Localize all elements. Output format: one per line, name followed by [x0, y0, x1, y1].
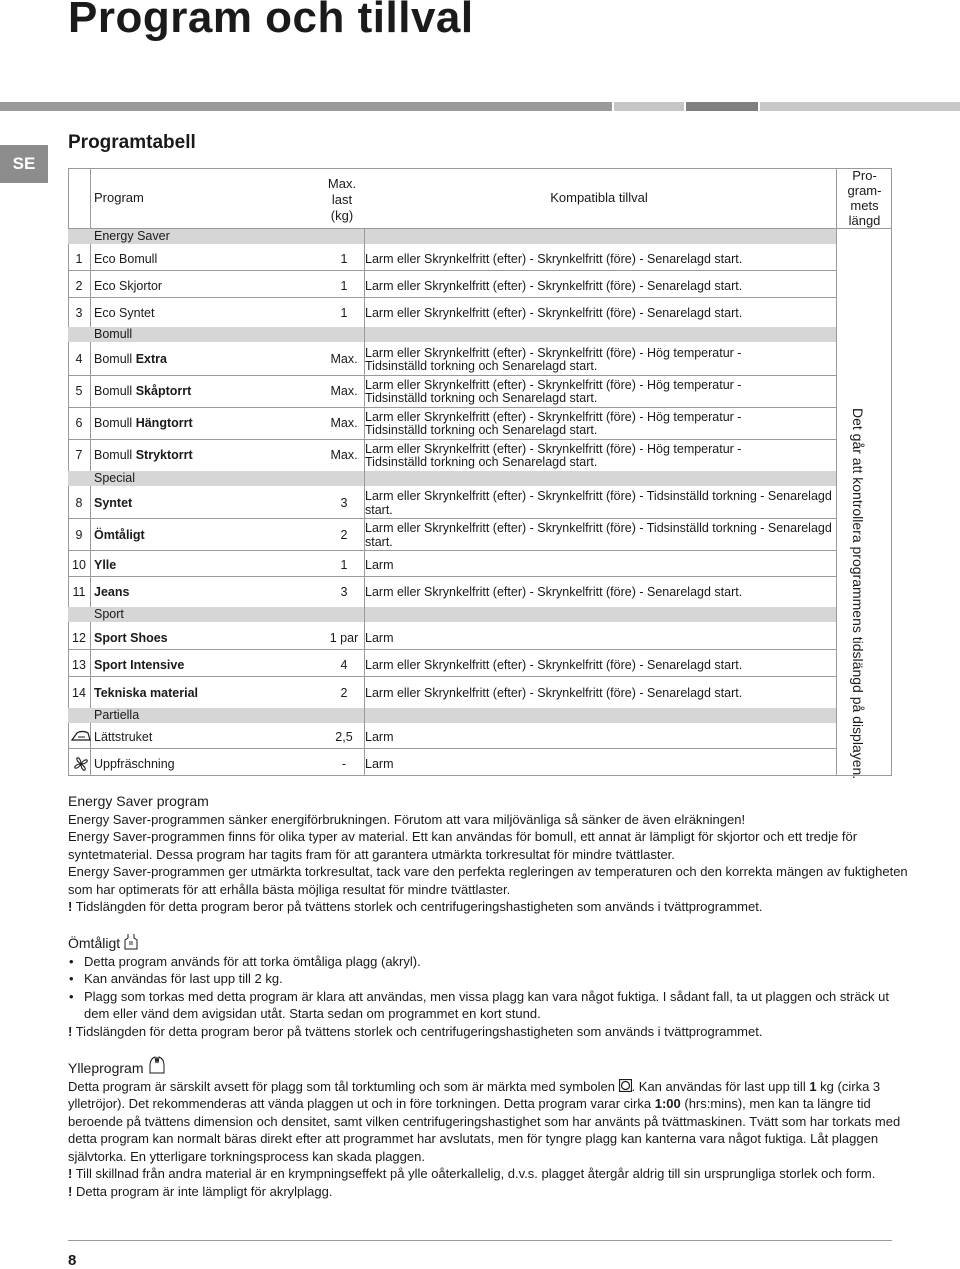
row-options-cont: start. [365, 503, 393, 517]
row-number: 2 [75, 279, 83, 293]
row-number: 10 [72, 558, 86, 572]
iron-icon [71, 728, 91, 742]
row-max-load: 2 [340, 686, 348, 700]
row-divider [68, 550, 836, 551]
header-options: Kompatibla tillval [550, 190, 648, 205]
row-max-load: 1 [340, 252, 348, 266]
max-divider [364, 228, 365, 776]
row-program: Jeans [94, 585, 130, 599]
row-divider [68, 748, 836, 749]
row-max-load: 4 [340, 658, 348, 672]
language-tab: SE [0, 145, 48, 183]
row-divider [68, 297, 836, 298]
row-max-load: Max. [330, 448, 358, 462]
row-program: Bomull Hängtorrt [94, 416, 193, 430]
delicate-garment-icon [124, 933, 138, 950]
ylle-note-1: ! Till skillnad från andra material är en krympningseffekt på ylle oåterkallelig, d.v.s. plagget återgår aldrig till sin ursprungliga storlek och form. [68, 1166, 876, 1181]
row-max-load: Max. [330, 352, 358, 366]
row-max-load: 1 [340, 279, 348, 293]
row-program: Sport Intensive [94, 658, 185, 672]
row-max-load: 1 par [329, 631, 359, 645]
header-bar-left [0, 102, 612, 111]
row-options: Larm eller Skrynkelfritt (efter) - Skrynkelfritt (före) - Senarelagd start. [365, 585, 743, 599]
energy-saver-p2: Energy Saver-programmen finns för olika typer av material. Ett kan användas för bomull, ett annat är lämpligt för skjortor och ett tredje för syntetmaterial. Dessa program har tagits fram för att garantera utmärkta torkresultat för mindre tvättlaster. [68, 829, 858, 862]
row-number: 11 [72, 585, 86, 599]
row-number: 3 [75, 306, 83, 320]
energy-saver-note: ! Tidslängden för detta program beror på tvättens storlek och centrifugeringshastigheten som används i tvättprogrammet. [68, 899, 763, 914]
row-options: Larm [365, 631, 394, 645]
row-options: Larm eller Skrynkelfritt (efter) - Skrynkelfritt (före) - Senarelagd start. [365, 658, 743, 672]
row-divider [68, 676, 836, 677]
row-divider [68, 518, 836, 519]
row-options: Larm eller Skrynkelfritt (efter) - Skrynkelfritt (före) - Senarelagd start. [365, 306, 743, 320]
row-number: 12 [72, 631, 86, 645]
header-bar-dark [686, 102, 758, 111]
row-divider [68, 649, 836, 650]
row-program: Bomull Skåptorrt [94, 384, 192, 398]
omtaligt-bullet-1: • Detta program används för att torka ömtåliga plagg (akryl). [68, 953, 908, 971]
omtaligt-bullet-2: • Kan användas för last upp till 2 kg. [68, 970, 908, 988]
fan-icon [72, 755, 90, 773]
row-options: Larm [365, 757, 394, 771]
header-duration-line4: längd [848, 213, 881, 228]
row-options: Larm eller Skrynkelfritt (efter) - Skrynkelfritt (före) - Tidsinställd torkning - Senarelagd [365, 489, 832, 503]
header-program: Program [94, 190, 144, 205]
energy-saver-section [68, 793, 908, 916]
table-top-line [68, 168, 892, 169]
tumble-dry-symbol-icon [619, 1079, 632, 1092]
row-number: 9 [75, 528, 83, 542]
row-program: Eco Skjortor [94, 279, 163, 293]
row-options-cont: Tidsinställd torkning och Senarelagd start. [365, 455, 598, 469]
section-special: Special [68, 471, 836, 486]
row-program: Eco Bomull [94, 252, 158, 266]
energy-saver-p3: Energy Saver-programmen ger utmärkta torkresultat, tack vare den perfekta regleringen av temperaturen och den korrekta mängen av fuktigheten som har optimerats för att erhålla bästa möjliga resultat för mindre tvättlaster. [68, 864, 908, 897]
ylle-p1: Detta program är särskilt avsett för plagg som tål torktumling och som är märkta med symbolen . Kan användas för last upp till 1 kg (cirka 3 ylletröjor). Det rekommenderas att vända plaggen ut och in före torkningen. Detta program varar cirka 1:00 (hrs:mins), men kan ta längre tid beroende på tvättens dimension och densitet, samt vilken centrifugeringshastighet som har använts på tvättmaskinen. Tvätt som har torkats med detta program kan normalt bäras direkt efter att programmet har avslutats, men för tyngre plagg kan kanterna vara något fuktiga. Låt plaggen självtorka. En ytterligare torkningsprocess kan skada plaggen. [68, 1078, 901, 1164]
row-divider [68, 439, 836, 440]
row-number: 5 [75, 384, 83, 398]
row-options-cont: Tidsinställd torkning och Senarelagd start. [365, 391, 598, 405]
row-options: Larm eller Skrynkelfritt (efter) - Skrynkelfritt (före) - Hög temperatur - [365, 346, 742, 360]
row-options: Larm eller Skrynkelfritt (efter) - Skrynkelfritt (före) - Senarelagd start. [365, 252, 743, 266]
row-divider [68, 375, 836, 376]
row-max-load: 2,5 [335, 730, 353, 744]
ylle-section [68, 1055, 908, 1200]
ylle-note-2: ! Detta program är inte lämpligt för akrylplagg. [68, 1183, 333, 1199]
section-energy-saver: Energy Saver [68, 229, 836, 244]
row-options: Larm eller Skrynkelfritt (efter) - Skrynkelfritt (före) - Senarelagd start. [365, 279, 743, 293]
header-max-line3: (kg) [330, 208, 354, 223]
header-max-line2: last [331, 192, 353, 207]
page-title: Program och tillval [68, 0, 474, 42]
header-duration-line1: Pro- [852, 168, 877, 183]
row-divider [68, 576, 836, 577]
row-options: Larm eller Skrynkelfritt (efter) - Skrynkelfritt (före) - Hög temperatur - [365, 410, 742, 424]
row-number: 1 [75, 252, 83, 266]
page-number: 8 [68, 1252, 77, 1269]
row-program: Eco Syntet [94, 306, 155, 320]
omtaligt-section [68, 933, 908, 1040]
row-divider [68, 270, 836, 271]
row-number: 14 [72, 686, 86, 700]
ylle-heading: Ylleprogram [68, 1055, 908, 1078]
footer-rule [68, 1240, 892, 1241]
row-number: 7 [75, 448, 83, 462]
row-options-cont: Tidsinställd torkning och Senarelagd start. [365, 423, 598, 437]
omtaligt-bullet-3: • Plagg som torkas med detta program är klara att användas, men vissa plagg kan vara något fuktiga. I sådant fall, ta ut plaggen och sträck ut dem eller vänd dem avigsidan utåt. Starta sedan om programmet en kort stund. [68, 988, 908, 1023]
row-options: Larm eller Skrynkelfritt (efter) - Skrynkelfritt (före) - Hög temperatur - [365, 442, 742, 456]
row-max-load: Max. [330, 416, 358, 430]
row-options: Larm [365, 558, 394, 572]
energy-saver-p1: Energy Saver-programmen sänker energiförbrukningen. Förutom att vara miljövänliga så sänker de även elräkningen! [68, 811, 746, 827]
row-number: 8 [75, 496, 83, 510]
row-program: Bomull Extra [94, 352, 167, 366]
omtaligt-note: ! Tidslängden för detta program beror på tvättens storlek och centrifugeringshastigheten som används i tvättprogrammet. [68, 1023, 763, 1039]
row-options-cont: start. [365, 535, 393, 549]
section-sport: Sport [68, 607, 836, 622]
duration-divider [836, 168, 837, 776]
row-program: Ylle [94, 558, 117, 572]
row-program: Uppfräschning [94, 757, 175, 771]
row-program: Lättstruket [94, 730, 153, 744]
row-options: Larm [365, 730, 394, 744]
header-bar-right [760, 102, 960, 111]
table-bottom-line [68, 775, 892, 776]
omtaligt-heading: Ömtåligt [68, 933, 908, 953]
row-max-load: Max. [330, 384, 358, 398]
row-program: Syntet [94, 496, 133, 510]
row-number: 13 [72, 658, 86, 672]
header-max-line1: Max. [327, 176, 357, 191]
row-max-load: - [341, 757, 347, 771]
row-max-load: 3 [340, 496, 348, 510]
row-program: Bomull Stryktorrt [94, 448, 193, 462]
header-duration-line3: mets [850, 198, 879, 213]
row-number: 4 [75, 352, 83, 366]
row-max-load: 1 [340, 558, 348, 572]
header-bar-mid [614, 102, 684, 111]
row-max-load: 1 [340, 306, 348, 320]
row-max-load: 3 [340, 585, 348, 599]
row-divider [68, 407, 836, 408]
energy-saver-heading: Energy Saver program [68, 793, 209, 809]
row-program: Ömtåligt [94, 528, 145, 542]
row-options: Larm eller Skrynkelfritt (efter) - Skrynkelfritt (före) - Hög temperatur - [365, 378, 742, 392]
row-options-cont: Tidsinställd torkning och Senarelagd start. [365, 359, 598, 373]
row-max-load: 2 [340, 528, 348, 542]
row-program: Tekniska material [94, 686, 198, 700]
table-right-line [891, 168, 892, 776]
program-table: Program Max. last (kg) Kompatibla tillval Pro- gram- mets längd Det går att kontrollera programmens tidslängd på displayen. Energy Saver 1 Eco Bomull 1 Larm eller Skrynkelfritt (efter) - Skrynkelfritt (före) - Senarelagd start. 2 Eco Skjortor 1 Larm eller Skrynkelfritt (efter) - Skrynkelfritt (före) - Senarelagd start. 3 Eco Syntet 1 Larm eller Skrynkelfritt (efter) - Skrynkelfritt (före) - Senarelagd start. Bomull 4 Bomull Extra Max. Larm eller Skrynkelfritt (efter) - Skrynkelfritt (före) - Hög temperatur - Tidsinställd torkning och Senarelagd start. 5 Bomull Skåptorrt Max. Larm eller Skrynkelfritt (efter) - Skrynkelfritt (före) - Hög temperatur - Tidsinställd torkning och Senarelagd start. 6 Bomull Hängtorrt Max. Larm eller Skrynkelfritt (efter) - Skrynkelfritt (före) - Hög temperatur - Tidsinställd torkning och Senarelagd start. 7 Bomull Stryktorrt Max. Larm eller Skrynkelfritt (efter) - Skrynkelfritt (före) - Hög temperatur - Tidsinställd torkning och Senarelagd start. Special 8 Syntet 3 Larm eller Skrynkelfritt (efter) - Skrynkelfritt (före) - Tidsinställd torkning - Senarelagd start. 9 Ömtåligt 2 Larm eller Skrynkelfritt (efter) - Skrynkelfritt (före) - Tidsinställd torkning - Senarelagd start. 10 Ylle 1 Larm 11 Jeans 3 Larm eller Skrynkelfritt (efter) - Skrynkelfritt (före) - Senarelagd start. Sport 12 Sport Shoes 1 par Larm 13 Sport Intensive 4 Larm eller Skrynkelfritt (efter) - Skrynkelfritt (före) - Senarelagd start. 14 Tekniska material 2 Larm eller Skrynkelfritt (efter) - Skrynkelfritt (före) - Senarelagd start. Partiella Lättstruket 2,5 Larm Uppfräschning - Larm [68, 168, 892, 776]
row-number: 6 [75, 416, 83, 430]
section-bomull: Bomull [68, 327, 836, 342]
header-duration-line2: gram- [847, 183, 882, 198]
row-program: Sport Shoes [94, 631, 168, 645]
row-options: Larm eller Skrynkelfritt (efter) - Skrynkelfritt (före) - Senarelagd start. [365, 686, 743, 700]
row-options: Larm eller Skrynkelfritt (efter) - Skrynkelfritt (före) - Tidsinställd torkning - Senarelagd [365, 521, 832, 535]
wool-symbol-icon [147, 1055, 167, 1075]
section-title: Programtabell [68, 132, 196, 153]
section-partiella: Partiella [68, 708, 836, 723]
